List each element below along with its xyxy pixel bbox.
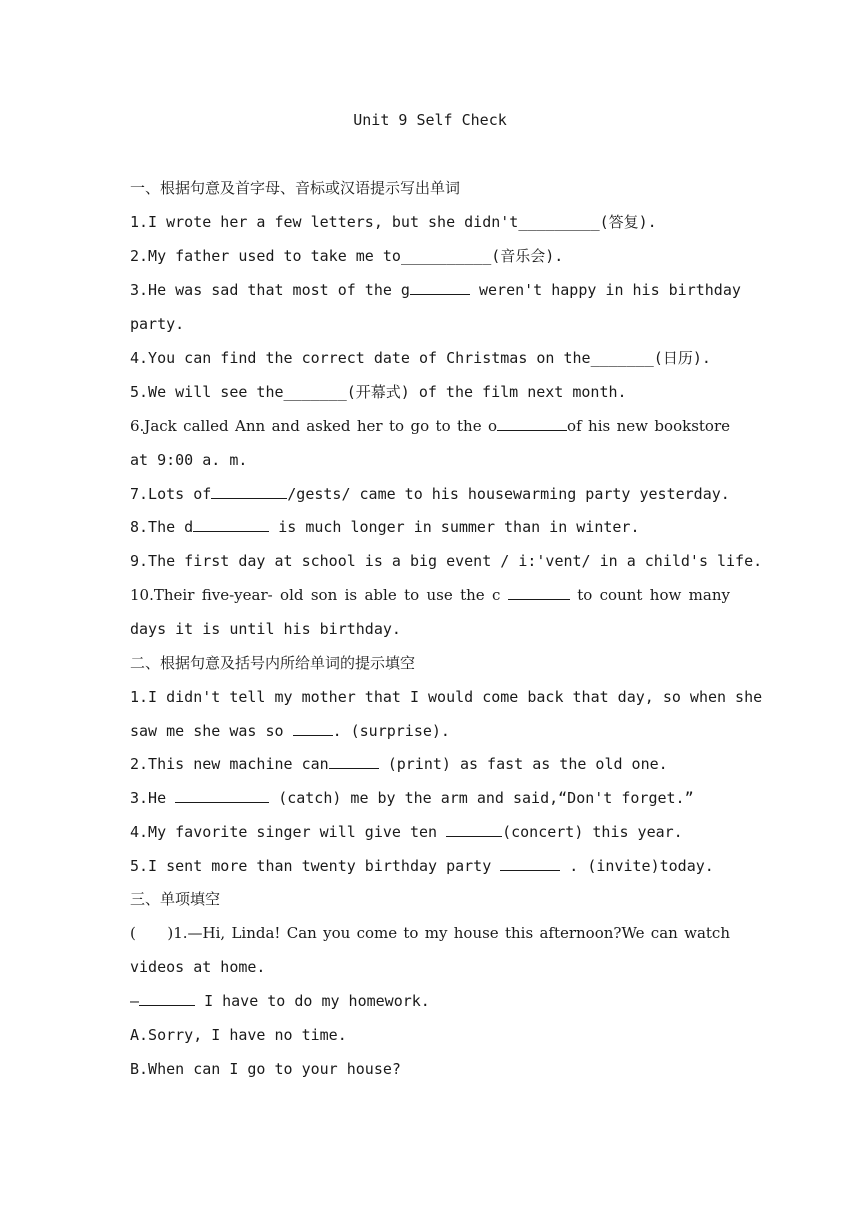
question-2-1: 1.I didn't tell my mother that I would come back that day, so when she (130, 688, 763, 706)
question-3-1: ( )1.—Hi, Linda! Can you come to my house this afternoon?We can watch (130, 924, 730, 942)
answer-blank[interactable] (500, 855, 560, 871)
question-1-3-cont: party. (130, 315, 185, 333)
question-1-4: 4.You can find the correct date of Christmas on the_______(日历). (130, 349, 711, 367)
question-2-2: 2.This new machine can (print) as fast as the old one. (130, 755, 668, 773)
question-1-8: 8.The d is much longer in summer than in winter. (130, 518, 640, 536)
question-2-1-cont: saw me she was so . (surprise). (130, 722, 450, 740)
question-2-4: 4.My favorite singer will give ten (concert) this year. (130, 823, 683, 841)
question-1-3: 3.He was sad that most of the g weren't happy in his birthday (130, 281, 741, 299)
answer-blank[interactable] (293, 720, 333, 736)
question-2-3: 3.He (catch) me by the arm and said,“Don't forget.” (130, 789, 694, 807)
question-1-9: 9.The first day at school is a big event / i:'vent/ in a child's life. (130, 552, 763, 570)
question-2-5: 5.I sent more than twenty birthday party . (invite)today. (130, 857, 714, 875)
answer-blank[interactable] (446, 821, 502, 837)
question-1-5: 5.We will see the_______(开幕式) of the film next month. (130, 383, 627, 401)
answer-blank[interactable] (139, 990, 195, 1006)
answer-blank[interactable] (211, 483, 287, 499)
answer-blank[interactable] (175, 787, 269, 803)
question-3-1-cont: videos at home. (130, 958, 266, 976)
section-heading-2: 二、根据句意及括号内所给单词的提示填空 (130, 654, 416, 672)
question-1-7: 7.Lots of /gests/ came to his housewarming party yesterday. (130, 485, 730, 503)
question-1-6: 6.Jack called Ann and asked her to go to the o of his new bookstore (130, 417, 730, 435)
question-1-2: 2.My father used to take me to__________(音乐会). (130, 247, 564, 265)
question-1-6-cont: at 9:00 a. m. (130, 451, 248, 469)
page-title: Unit 9 Self Check (353, 111, 507, 129)
answer-bracket[interactable]: ( ) (130, 924, 174, 942)
question-1-1: 1.I wrote her a few letters, but she didn't_________(答复). (130, 213, 657, 231)
answer-blank[interactable] (508, 584, 570, 600)
section-heading-3: 三、单项填空 (130, 890, 221, 908)
answer-blank[interactable] (193, 516, 269, 532)
section-heading-1: 一、根据句意及首字母、音标或汉语提示写出单词 (130, 179, 461, 197)
question-1-10-cont: days it is until his birthday. (130, 620, 401, 638)
answer-blank[interactable] (329, 753, 379, 769)
question-1-10: 10.Their five-year- old son is able to use the c to count how many (130, 586, 730, 604)
option-b: B.When can I go to your house? (130, 1060, 401, 1078)
question-3-1-reply: — I have to do my homework. (130, 992, 430, 1010)
option-a: A.Sorry, I have no time. (130, 1026, 347, 1044)
answer-blank[interactable] (497, 415, 567, 431)
answer-blank[interactable] (410, 279, 470, 295)
